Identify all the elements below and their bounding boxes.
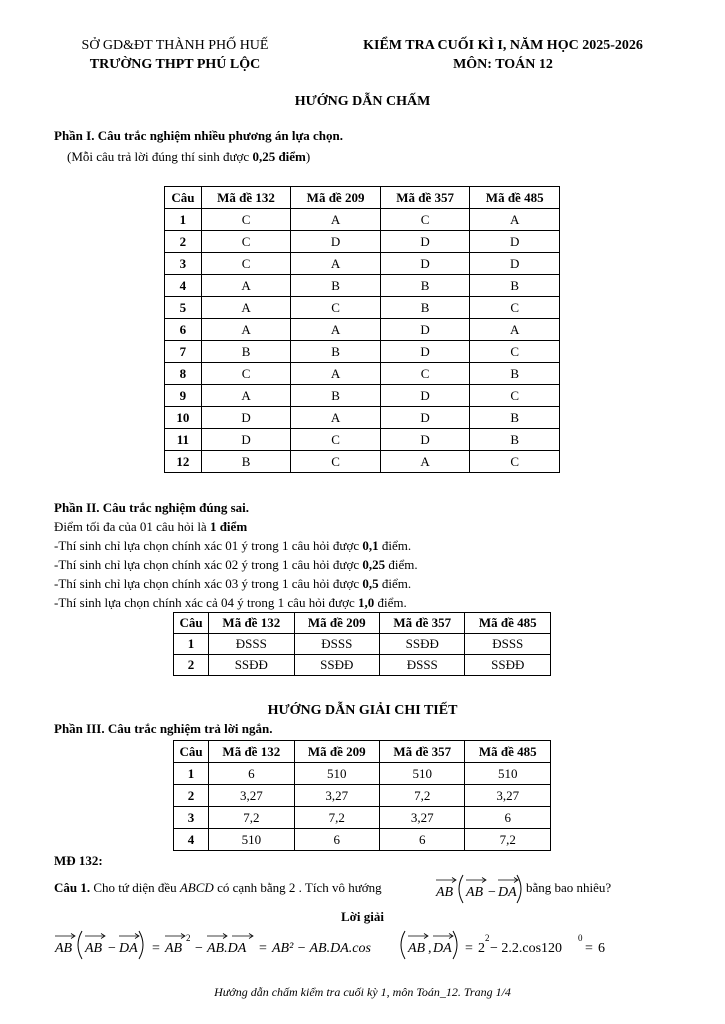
- question-number-cell: 3: [165, 253, 202, 275]
- answer-cell: ĐSSS: [465, 634, 551, 655]
- table-header-cell: Mã đề 485: [465, 613, 551, 634]
- table-header-cell: Câu: [165, 187, 202, 209]
- table-row: [165, 297, 560, 319]
- table-row: [165, 429, 560, 451]
- svg-text:=: =: [152, 941, 160, 956]
- table-header-cell: Mã đề 357: [380, 187, 470, 209]
- answer-cell: A: [201, 319, 291, 341]
- answer-cell: D: [201, 429, 291, 451]
- answer-cell: C: [380, 209, 470, 231]
- answer-cell: SSĐĐ: [209, 655, 294, 676]
- page-title: HƯỚNG DẪN CHẤM: [294, 94, 431, 109]
- svg-text:=: =: [585, 941, 593, 956]
- table-row: [174, 763, 551, 785]
- answer-cell: 510: [209, 829, 294, 851]
- svg-text:DA: DA: [119, 941, 138, 956]
- answer-cell: C: [380, 363, 470, 385]
- table-row: [165, 319, 560, 341]
- svg-text:=: =: [259, 941, 267, 956]
- table-header-row: [165, 187, 560, 209]
- question-number-cell: 2: [165, 231, 202, 253]
- table-row: [174, 655, 551, 676]
- answer-cell: C: [291, 297, 381, 319]
- answer-cell: C: [470, 341, 560, 363]
- table-row: [174, 785, 551, 807]
- table-row: [165, 275, 560, 297]
- answer-cell: 6: [209, 763, 294, 785]
- svg-text:−: −: [488, 885, 496, 900]
- header-left: [40, 36, 310, 74]
- answer-cell: D: [380, 429, 470, 451]
- answer-cell: A: [291, 209, 381, 231]
- answer-cell: A: [470, 209, 560, 231]
- part3-answer-table: [173, 740, 551, 851]
- table-row: [165, 341, 560, 363]
- part1-answer-table: [164, 186, 560, 473]
- svg-text:0: 0: [578, 933, 583, 943]
- answer-cell: 510: [465, 763, 551, 785]
- svg-text:AB² − AB.DA.cos: AB² − AB.DA.cos: [272, 941, 371, 956]
- svg-text:− 2.2.cos120: − 2.2.cos120: [490, 941, 563, 956]
- svg-text:AB: AB: [165, 941, 183, 956]
- answer-cell: 7,2: [380, 785, 465, 807]
- answer-cell: B: [380, 297, 470, 319]
- table-header-cell: Mã đề 357: [380, 613, 465, 634]
- table-row: [165, 209, 560, 231]
- svg-text:2: 2: [485, 933, 490, 943]
- question-1-tail: bằng bao nhiêu?: [526, 880, 612, 895]
- answer-cell: D: [380, 341, 470, 363]
- table-header-row: [174, 613, 551, 634]
- answer-cell: D: [380, 407, 470, 429]
- answer-cell: 6: [294, 829, 379, 851]
- answer-cell: B: [201, 451, 291, 473]
- answer-cell: C: [291, 451, 381, 473]
- answer-cell: D: [201, 407, 291, 429]
- table-row: [174, 634, 551, 655]
- answer-cell: D: [380, 231, 470, 253]
- table-header-cell: Câu: [174, 741, 209, 763]
- detail-title: HƯỚNG DẪN GIẢI CHI TIẾT: [267, 703, 458, 718]
- answer-cell: D: [470, 231, 560, 253]
- svg-text:2: 2: [478, 941, 485, 956]
- answer-cell: D: [380, 385, 470, 407]
- answer-cell: 3,27: [380, 807, 465, 829]
- question-number-cell: 9: [165, 385, 202, 407]
- answer-cell: ĐSSS: [209, 634, 294, 655]
- question-number-cell: 10: [165, 407, 202, 429]
- question-number-cell: 1: [174, 634, 209, 655]
- question-number-cell: 11: [165, 429, 202, 451]
- svg-text:DA: DA: [433, 941, 452, 956]
- md-label: MĐ 132:: [54, 853, 103, 868]
- answer-cell: B: [201, 341, 291, 363]
- answer-cell: C: [201, 253, 291, 275]
- answer-cell: C: [201, 363, 291, 385]
- table-header-cell: Mã đề 209: [294, 741, 379, 763]
- vector-product-expression: [433, 870, 525, 904]
- answer-cell: C: [201, 209, 291, 231]
- part2-rule: -Thí sinh chỉ lựa chọn chính xác 02 ý trong 1 câu hỏi được 0,25 điểm.: [54, 557, 418, 572]
- answer-cell: A: [201, 297, 291, 319]
- svg-text:2: 2: [186, 933, 191, 943]
- answer-cell: A: [291, 407, 381, 429]
- answer-cell: A: [380, 451, 470, 473]
- answer-cell: C: [201, 231, 291, 253]
- answer-cell: C: [470, 297, 560, 319]
- table-header-cell: Mã đề 132: [209, 613, 294, 634]
- answer-cell: C: [470, 451, 560, 473]
- question-number-cell: 7: [165, 341, 202, 363]
- answer-cell: B: [291, 385, 381, 407]
- svg-text:−: −: [108, 941, 116, 956]
- table-row: [165, 231, 560, 253]
- answer-cell: 6: [465, 807, 551, 829]
- table-header-cell: Mã đề 357: [380, 741, 465, 763]
- answer-cell: A: [470, 319, 560, 341]
- table-row: [165, 385, 560, 407]
- answer-cell: B: [380, 275, 470, 297]
- question-number-cell: 2: [174, 785, 209, 807]
- part2-rule: -Thí sinh lựa chọn chính xác cả 04 ý trong 1 câu hỏi được 1,0 điểm.: [54, 595, 407, 610]
- answer-cell: SSĐĐ: [380, 634, 465, 655]
- question-number-cell: 4: [174, 829, 209, 851]
- table-row: [174, 829, 551, 851]
- table-header-cell: Mã đề 209: [291, 187, 381, 209]
- answer-cell: 3,27: [209, 785, 294, 807]
- answer-cell: B: [470, 429, 560, 451]
- question-number-cell: 12: [165, 451, 202, 473]
- answer-cell: 510: [294, 763, 379, 785]
- answer-cell: 7,2: [294, 807, 379, 829]
- question-1: Câu 1. Cho tứ diện đều ABCD có cạnh bằng 2 . Tích vô hướng: [54, 880, 382, 895]
- answer-cell: 510: [380, 763, 465, 785]
- solution-label: Lời giải: [341, 909, 384, 924]
- table-header-cell: Mã đề 132: [201, 187, 291, 209]
- answer-cell: ĐSSS: [380, 655, 465, 676]
- answer-cell: A: [291, 363, 381, 385]
- page-footer: Hướng dẫn chấm kiểm tra cuối kỳ 1, môn Toán_12. Trang 1/4: [214, 985, 511, 999]
- answer-cell: B: [291, 341, 381, 363]
- subject-name: MÔN: TOÁN 12: [453, 57, 553, 72]
- svg-text:AB: AB: [466, 885, 484, 900]
- answer-cell: 6: [380, 829, 465, 851]
- svg-text:AB: AB: [408, 941, 426, 956]
- answer-cell: B: [470, 407, 560, 429]
- answer-cell: SSĐĐ: [465, 655, 551, 676]
- school-name: TRƯỜNG THPT PHÚ LỘC: [89, 57, 261, 72]
- answer-cell: C: [291, 429, 381, 451]
- answer-cell: D: [291, 231, 381, 253]
- answer-cell: A: [201, 385, 291, 407]
- svg-text:=: =: [465, 941, 473, 956]
- part1-heading: Phần I. Câu trắc nghiệm nhiều phương án lựa chọn.: [54, 128, 344, 143]
- answer-cell: B: [470, 363, 560, 385]
- part2-rule: -Thí sinh chỉ lựa chọn chính xác 01 ý trong 1 câu hỏi được 0,1 điểm.: [54, 538, 412, 553]
- answer-cell: 3,27: [465, 785, 551, 807]
- answer-cell: A: [291, 253, 381, 275]
- answer-cell: D: [380, 253, 470, 275]
- exam-name: KIỂM TRA CUỐI KÌ I, NĂM HỌC 2025-2026: [363, 38, 643, 53]
- answer-cell: 3,27: [294, 785, 379, 807]
- table-header-cell: Mã đề 485: [470, 187, 560, 209]
- part2-rule: -Thí sinh chỉ lựa chọn chính xác 03 ý trong 1 câu hỏi được 0,5 điểm.: [54, 576, 412, 591]
- question-number-cell: 5: [165, 297, 202, 319]
- dept-name: SỞ GD&ĐT THÀNH PHỐ HUẾ: [81, 38, 269, 53]
- question-number-cell: 4: [165, 275, 202, 297]
- part3-heading: Phần III. Câu trắc nghiệm trả lời ngắn.: [54, 721, 273, 736]
- table-header-cell: Câu: [174, 613, 209, 634]
- question-number-cell: 3: [174, 807, 209, 829]
- answer-cell: SSĐĐ: [294, 655, 379, 676]
- answer-cell: D: [380, 319, 470, 341]
- svg-text:AB: AB: [55, 941, 73, 956]
- svg-text:,: ,: [428, 941, 432, 956]
- question-number-cell: 2: [174, 655, 209, 676]
- question-label: Câu 1.: [54, 880, 91, 895]
- table-row: [165, 407, 560, 429]
- solution-expression: [52, 928, 605, 962]
- svg-text:−: −: [195, 941, 203, 956]
- answer-cell: 7,2: [209, 807, 294, 829]
- table-row: [174, 807, 551, 829]
- table-row: [165, 363, 560, 385]
- svg-text:DA: DA: [498, 885, 517, 900]
- answer-cell: C: [470, 385, 560, 407]
- question-number-cell: 8: [165, 363, 202, 385]
- svg-text:AB: AB: [85, 941, 103, 956]
- svg-text:AB.DA: AB.DA: [207, 941, 247, 956]
- table-header-row: [174, 741, 551, 763]
- table-header-cell: Mã đề 209: [294, 613, 379, 634]
- table-header-cell: Mã đề 485: [465, 741, 551, 763]
- question-number-cell: 6: [165, 319, 202, 341]
- answer-cell: D: [470, 253, 560, 275]
- part2-max-score: Điểm tối đa của 01 câu hỏi là 1 điểm: [54, 519, 248, 534]
- table-row: [165, 451, 560, 473]
- part2-answer-table: [173, 612, 551, 676]
- part1-note: (Mỗi câu trả lời đúng thí sinh được 0,25 điểm): [67, 149, 311, 164]
- answer-cell: ĐSSS: [294, 634, 379, 655]
- table-row: [165, 253, 560, 275]
- question-number-cell: 1: [174, 763, 209, 785]
- header-right: [318, 36, 688, 74]
- part2-heading: Phần II. Câu trắc nghiệm đúng sai.: [54, 500, 250, 515]
- answer-cell: B: [291, 275, 381, 297]
- vector-ab: AB: [436, 885, 454, 900]
- answer-cell: A: [201, 275, 291, 297]
- answer-cell: A: [291, 319, 381, 341]
- question-number-cell: 1: [165, 209, 202, 231]
- answer-cell: 7,2: [465, 829, 551, 851]
- table-header-cell: Mã đề 132: [209, 741, 294, 763]
- answer-cell: B: [470, 275, 560, 297]
- svg-text:6: 6: [598, 941, 605, 956]
